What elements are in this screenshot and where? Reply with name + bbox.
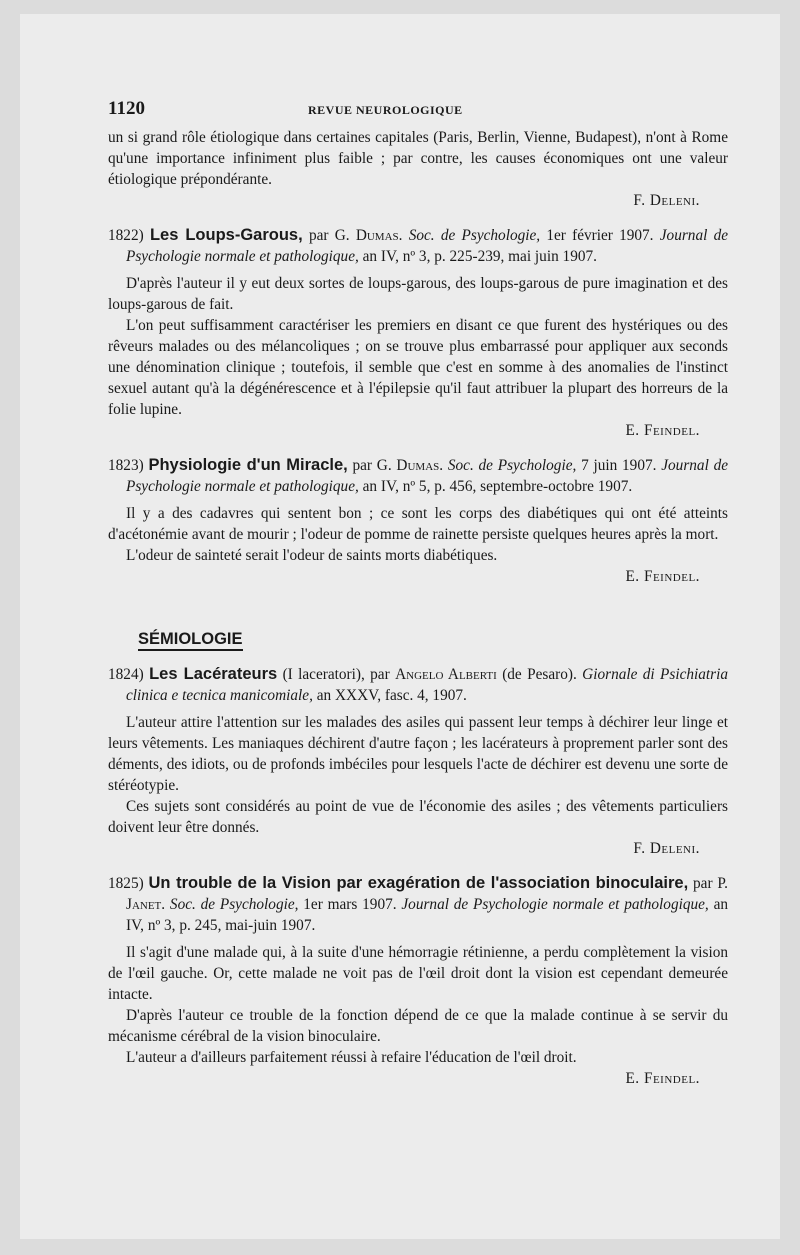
author: G. Dumas. <box>376 457 444 474</box>
subtitle: (I laceratori), par <box>282 666 390 683</box>
section-heading <box>108 629 728 650</box>
details: an XXXV, fasc. 4, 1907. <box>316 687 467 704</box>
venue: Soc. de Psychologie, <box>408 227 541 244</box>
author: G. Dumas. <box>334 227 403 244</box>
journal: Giornale di Psichiatria clinica e tecnica manicomiale, <box>126 666 729 704</box>
entry-number: 1825) <box>108 875 144 892</box>
paragraph: D'après l'auteur il y eut deux sortes de loups-garous, des loups-garous de pure imagination et des loups-garous de fait. <box>108 275 728 313</box>
entry-title: Les Loups-Garous, <box>149 226 303 244</box>
journal: Journal de Psychologie normale et pathologique, <box>401 896 709 913</box>
entry-1823 <box>108 455 728 587</box>
paragraph: L'auteur attire l'attention sur les malades des asiles qui passent leur temps à déchirer leur linge et leurs vêtements. Les maniaques déchirent d'autre façon ; les lacérateurs à proprement parler sont des déments, des idiots, ou de profonds imbéciles pour lesquels l'acte de déchirer est devenu une sorte de stéréotypie. <box>108 714 728 794</box>
section-title: SÉMIOLOGIE <box>138 630 243 651</box>
entry-number: 1822) <box>108 227 144 244</box>
signature: E. Feindel. <box>625 422 700 439</box>
details: an IV, nº 3, p. 225-239, mai juin 1907. <box>362 248 597 265</box>
details: an IV, nº 3, p. 245, mai-juin 1907. <box>126 896 729 934</box>
entry-title: Physiologie d'un Miracle, <box>148 456 348 474</box>
running-head: REVUE NEUROLOGIQUE <box>308 103 463 117</box>
by: par <box>352 457 373 474</box>
author: Angelo Alberti <box>395 666 497 683</box>
paragraph: Il s'agit d'une malade qui, à la suite d'une hémorragie rétinienne, a perdu complètement la vision de l'œil gauche. Or, cette malade ne voit pas de l'œil droit dont la vision est cependant demeurée intacte. <box>108 944 728 1003</box>
date: 1er mars 1907. <box>303 896 397 913</box>
date: 7 juin 1907. <box>581 457 657 474</box>
signature: F. Deleni. <box>633 840 700 857</box>
venue: Soc. de Psychologie, <box>447 457 577 474</box>
citation <box>108 225 728 267</box>
date: 1er février 1907. <box>546 227 654 244</box>
paragraph: D'après l'auteur ce trouble de la fonction dépend de ce que la malade continue à se servir du mécanisme cérébral de la vision binoculaire. <box>108 1007 728 1045</box>
paragraph: L'auteur a d'ailleurs parfaitement réussi à refaire l'éducation de l'œil droit. <box>126 1049 577 1066</box>
entry-1825 <box>108 873 728 1089</box>
page <box>20 14 780 1239</box>
signature: F. Deleni. <box>633 192 700 209</box>
venue: Soc. de Psychologie, <box>169 896 299 913</box>
page-header <box>108 98 728 121</box>
paragraph: L'on peut suffisamment caractériser les premiers en disant ce que furent des hystériques ou des rêveurs malades ou des mélancoliques ; on se trouve plus embarrassé pour appliquer aux seconds une dénomination clinique ; toutefois, il semble que c'est en somme à des anomalies de l'instinct sexuel autant qu'à la dégénérescence et à l'épilepsie qu'il faut attribuer la plupart des horreurs de la folie lupine. <box>108 317 728 418</box>
paragraph: Ces sujets sont considérés au point de vue de l'économie des asiles ; des vêtements particuliers doivent leur être donnés. <box>108 798 728 836</box>
entry-number: 1823) <box>108 457 144 474</box>
by: par <box>693 875 713 892</box>
journal: Journal de Psychologie normale et pathologique, <box>126 227 729 265</box>
details: an IV, nº 5, p. 456, septembre-octobre 1907. <box>362 478 633 495</box>
citation <box>108 455 728 497</box>
entry-title: Un trouble de la Vision par exagération de l'association binoculaire, <box>148 874 689 892</box>
paragraph: Il y a des cadavres qui sentent bon ; ce sont les corps des diabétiques qui ont été atteints d'acétonémie avant de mourir ; l'odeur de pomme de rainette persiste quelques heures après la mort. <box>108 505 728 543</box>
citation <box>108 664 728 706</box>
by: par <box>308 227 329 244</box>
page-number: 1120 <box>108 98 145 119</box>
affiliation: (de Pesaro). <box>502 666 577 683</box>
signature: E. Feindel. <box>625 568 700 585</box>
entry-1822 <box>108 225 728 441</box>
content <box>108 98 728 1089</box>
intro-text: un si grand rôle étiologique dans certaines capitales (Paris, Berlin, Vienne, Budapest), n'ont à Rome qu'une importance infiniment plus faible ; par contre, les causes économiques ont une valeur étiologique prépondérante. <box>108 129 728 188</box>
paragraph: L'odeur de sainteté serait l'odeur de saints morts diabétiques. <box>126 547 498 564</box>
entry-title: Les Lacérateurs <box>149 665 278 683</box>
author: P. Janet. <box>126 875 728 913</box>
journal: Journal de Psychologie normale et pathologique, <box>126 457 729 495</box>
citation <box>108 873 728 936</box>
entry-1824 <box>108 664 728 859</box>
signature: E. Feindel. <box>625 1070 700 1087</box>
entry-number: 1824) <box>108 666 144 683</box>
